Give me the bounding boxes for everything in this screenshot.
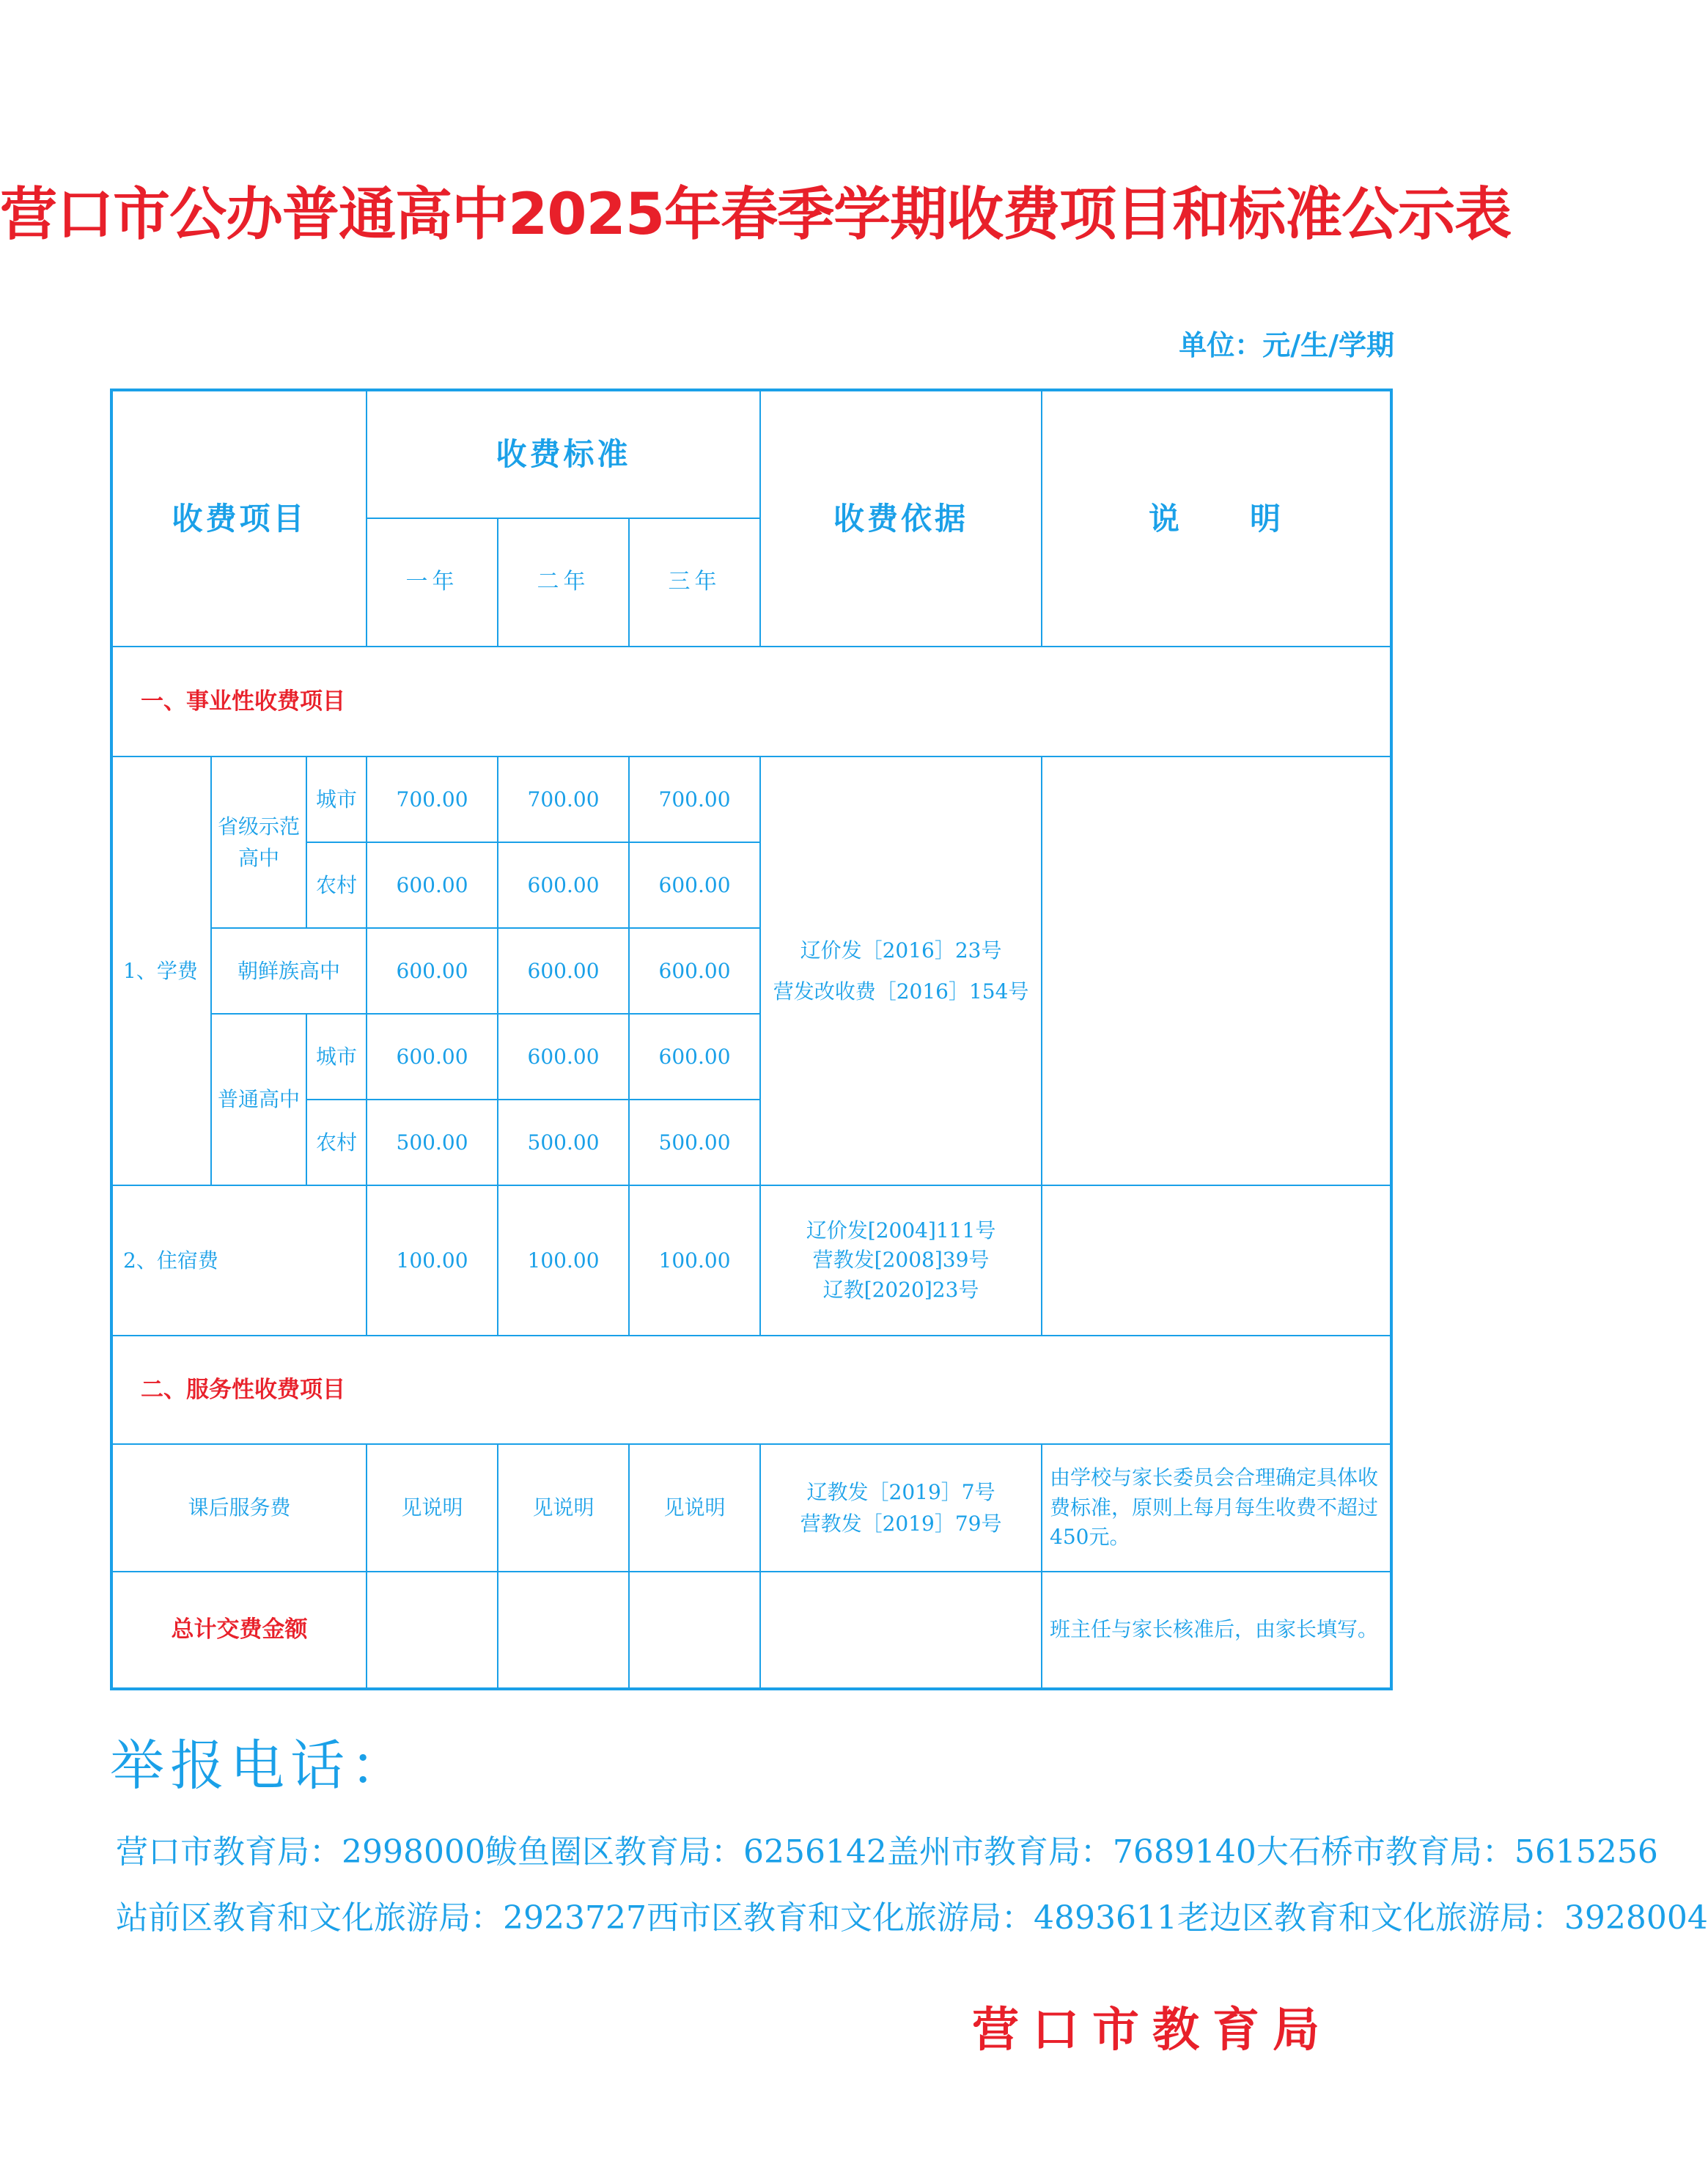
section-row bbox=[111, 647, 1391, 756]
header-row bbox=[111, 390, 1391, 518]
lodging-label: 2、住宿费 bbox=[111, 1185, 367, 1336]
fee-value: 500.00 bbox=[498, 1100, 629, 1185]
total-year-1[interactable] bbox=[367, 1572, 498, 1689]
fee-value: 500.00 bbox=[367, 1100, 498, 1185]
fee-value: 600.00 bbox=[629, 928, 760, 1014]
afterschool-note: 由学校与家长委员会合理确定具体收费标准，原则上每月每生收费不超过450元。 bbox=[1042, 1444, 1391, 1572]
unit-label: 单位：元/生/学期 bbox=[1179, 329, 1394, 361]
section-1-title: 一、事业性收费项目 bbox=[111, 647, 1391, 756]
fee-value: 100.00 bbox=[367, 1185, 498, 1336]
afterschool-basis bbox=[760, 1444, 1042, 1572]
fee-value: 600.00 bbox=[498, 1014, 629, 1100]
table-row bbox=[111, 1444, 1391, 1572]
signer: 营口市教育局 bbox=[972, 2003, 1333, 2058]
report-phone: 西市区教育和文化旅游局：4893611 bbox=[646, 1899, 1177, 1937]
fee-value: 600.00 bbox=[367, 1014, 498, 1100]
lodging-note bbox=[1042, 1185, 1391, 1336]
report-phone: 老边区教育和文化旅游局：3928004 bbox=[1177, 1899, 1708, 1937]
rural-label: 农村 bbox=[306, 842, 367, 928]
fee-value: 500.00 bbox=[629, 1100, 760, 1185]
tuition-note bbox=[1042, 756, 1391, 1185]
header-standard: 收费标准 bbox=[367, 390, 760, 518]
city-label: 城市 bbox=[306, 1014, 367, 1100]
fee-value: 600.00 bbox=[498, 928, 629, 1014]
rural-label: 农村 bbox=[306, 1100, 367, 1185]
header-year-2: 二年 bbox=[498, 518, 629, 647]
basis-line: 辽教[2020]23号 bbox=[822, 1277, 979, 1302]
lodging-basis bbox=[760, 1185, 1042, 1336]
fee-table bbox=[110, 389, 1393, 1690]
fee-value: 100.00 bbox=[498, 1185, 629, 1336]
total-label: 总计交费金额 bbox=[111, 1572, 367, 1689]
fee-value: 600.00 bbox=[629, 1014, 760, 1100]
basis-line: 营教发［2019］79号 bbox=[800, 1512, 1002, 1536]
fee-value: 600.00 bbox=[367, 842, 498, 928]
city-label: 城市 bbox=[306, 756, 367, 842]
total-year-2[interactable] bbox=[498, 1572, 629, 1689]
korean-label: 朝鲜族高中 bbox=[211, 928, 367, 1014]
section-2-title: 二、服务性收费项目 bbox=[111, 1336, 1391, 1444]
header-note: 说 明 bbox=[1042, 390, 1391, 647]
fee-value: 700.00 bbox=[629, 756, 760, 842]
header-item: 收费项目 bbox=[111, 390, 367, 647]
total-basis bbox=[760, 1572, 1042, 1689]
afterschool-label: 课后服务费 bbox=[111, 1444, 367, 1572]
page-title: 营口市公办普通高中2025年春季学期收费项目和标准公示表 bbox=[0, 182, 1512, 248]
table-row bbox=[111, 756, 1391, 842]
provincial-label: 省级示范高中 bbox=[211, 756, 306, 928]
report-phone: 站前区教育和文化旅游局：2923727 bbox=[116, 1899, 647, 1937]
report-phone: 营口市教育局：2998000 bbox=[116, 1833, 485, 1871]
tuition-basis bbox=[760, 756, 1042, 1185]
fee-value: 600.00 bbox=[629, 842, 760, 928]
section-row bbox=[111, 1336, 1391, 1444]
report-phones-row-2 bbox=[116, 1891, 1708, 1938]
report-phone: 盖州市教育局：7689140 bbox=[886, 1833, 1256, 1871]
fee-value: 见说明 bbox=[498, 1444, 629, 1572]
header-year-3: 三年 bbox=[629, 518, 760, 647]
fee-value: 700.00 bbox=[498, 756, 629, 842]
basis-line: 营教发[2008]39号 bbox=[812, 1248, 990, 1273]
table-row bbox=[111, 1185, 1391, 1336]
regular-label: 普通高中 bbox=[211, 1014, 306, 1185]
report-title: 举报电话： bbox=[110, 1734, 411, 1797]
total-year-3[interactable] bbox=[629, 1572, 760, 1689]
fee-value: 600.00 bbox=[367, 928, 498, 1014]
report-phone: 大石桥市教育局：5615256 bbox=[1256, 1833, 1658, 1871]
fee-value: 600.00 bbox=[498, 842, 629, 928]
fee-value: 见说明 bbox=[629, 1444, 760, 1572]
fee-value: 见说明 bbox=[367, 1444, 498, 1572]
fee-value: 700.00 bbox=[367, 756, 498, 842]
total-row bbox=[111, 1572, 1391, 1689]
report-phone: 鲅鱼圈区教育局：6256142 bbox=[485, 1833, 887, 1871]
fee-value: 100.00 bbox=[629, 1185, 760, 1336]
header-year-1: 一年 bbox=[367, 518, 498, 647]
report-phones-row-1 bbox=[116, 1825, 1658, 1872]
basis-line: 辽价发［2016］23号 bbox=[800, 938, 1002, 963]
basis-line: 营发改收费［2016］154号 bbox=[773, 979, 1029, 1004]
basis-line: 辽价发[2004]111号 bbox=[806, 1218, 996, 1243]
total-note: 班主任与家长核准后，由家长填写。 bbox=[1042, 1572, 1391, 1689]
tuition-label: 1、学费 bbox=[111, 756, 211, 1185]
header-basis: 收费依据 bbox=[760, 390, 1042, 647]
basis-line: 辽教发［2019］7号 bbox=[806, 1479, 995, 1504]
